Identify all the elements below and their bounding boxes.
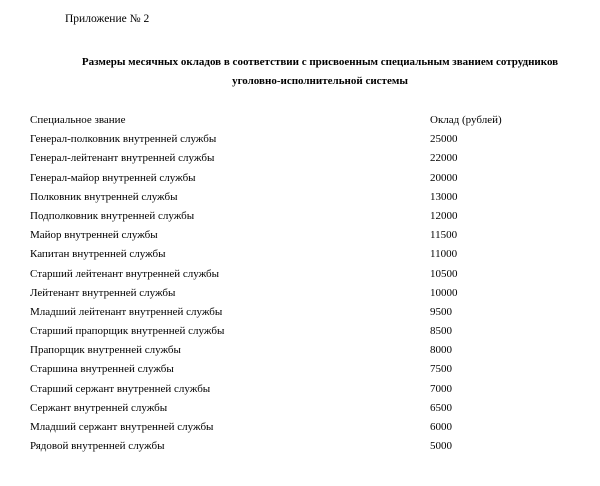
table-row xyxy=(30,151,550,170)
table-row xyxy=(30,171,550,190)
title-line-1: Размеры месячных окладов в соответствии с присвоенным специальным званием сотрудников xyxy=(81,56,559,68)
salary-cell: 9500 xyxy=(430,305,452,318)
rank-cell: Капитан внутренней службы xyxy=(30,248,166,261)
rank-cell: Младший сержант внутренней службы xyxy=(30,421,214,433)
table-row xyxy=(30,228,550,247)
table-row xyxy=(30,132,550,151)
rank-cell: Генерал-майор внутренней службы xyxy=(30,171,196,184)
rank-cell: Майор внутренней службы xyxy=(30,229,158,242)
table-row xyxy=(30,343,550,362)
table-row xyxy=(30,247,550,266)
table-row xyxy=(30,267,550,286)
table-row xyxy=(30,382,550,401)
rank-cell: Подполковник внутренней службы xyxy=(30,209,195,222)
salary-cell: 22000 xyxy=(430,152,458,165)
salary-cell: 10000 xyxy=(430,286,458,299)
salary-cell: 6500 xyxy=(430,401,452,414)
salary-cell: 13000 xyxy=(430,190,458,203)
title-line-2: уголовно-исполнительной системы xyxy=(232,75,408,87)
salary-cell: 10500 xyxy=(430,267,458,280)
header-salary: Оклад (рублей) xyxy=(430,114,502,126)
table-row xyxy=(30,439,550,458)
rank-cell: Старший сержант внутренней службы xyxy=(30,382,211,395)
salary-cell: 12000 xyxy=(430,209,458,222)
salary-cell: 8500 xyxy=(430,325,452,338)
rank-cell: Старший лейтенант внутренней службы xyxy=(30,267,220,280)
header-rank: Специальное звание xyxy=(30,114,126,126)
table-row xyxy=(30,190,550,209)
rank-cell: Рядовой внутренней службы xyxy=(30,440,165,453)
table-row xyxy=(30,401,550,420)
salary-cell: 11500 xyxy=(430,229,458,242)
salary-cell: 6000 xyxy=(430,421,452,433)
rank-cell: Лейтенант внутренней службы xyxy=(30,286,176,299)
rank-cell: Младший лейтенант внутренней службы xyxy=(30,305,223,318)
salary-cell: 11000 xyxy=(430,248,458,261)
table-row xyxy=(30,324,550,343)
salary-cell: 5000 xyxy=(430,440,452,453)
rank-cell: Генерал-лейтенант внутренней службы xyxy=(30,152,215,165)
rank-cell: Полковник внутренней службы xyxy=(30,190,178,203)
page-title xyxy=(60,53,580,91)
rank-cell: Старший прапорщик внутренней службы xyxy=(30,325,225,338)
table-row xyxy=(30,362,550,381)
table-row xyxy=(30,305,550,324)
rank-cell: Старшина внутренней службы xyxy=(30,363,174,376)
salary-cell: 7000 xyxy=(430,382,452,395)
table-row xyxy=(30,286,550,305)
salary-cell: 8000 xyxy=(430,344,452,357)
appendix-label: Приложение № 2 xyxy=(65,13,150,25)
salary-cell: 20000 xyxy=(430,171,458,184)
rank-cell: Генерал-полковник внутренней службы xyxy=(30,133,217,146)
rank-cell: Сержант внутренней службы xyxy=(30,401,168,414)
salary-cell: 25000 xyxy=(430,133,458,146)
salary-cell: 7500 xyxy=(430,363,452,376)
salary-table xyxy=(30,113,550,458)
table-row xyxy=(30,420,550,439)
table-header xyxy=(30,113,550,132)
rank-cell: Прапорщик внутренней службы xyxy=(30,344,181,357)
table-row xyxy=(30,209,550,228)
